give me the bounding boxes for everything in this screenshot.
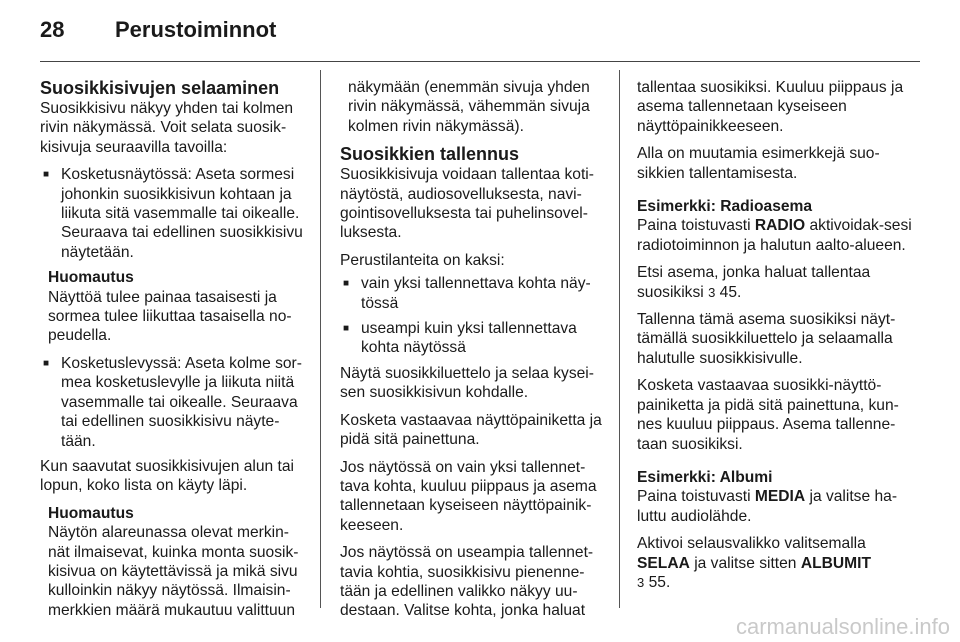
paragraph bbox=[637, 216, 913, 255]
button-name-media: MEDIA bbox=[754, 488, 806, 506]
list-item bbox=[340, 274, 608, 313]
column-divider bbox=[619, 70, 620, 608]
paragraph: Näytä suosikkiluettelo ja selaa kysei-sen suosikkisivun kohdalle. bbox=[340, 364, 594, 402]
section-heading: Suosikkien tallennus bbox=[340, 144, 520, 165]
column-divider bbox=[320, 70, 321, 608]
paragraph: näkymään (enemmän sivuja yhden rivin näkymässä, vähemmän sivuja kolmen rivin näkymässä). bbox=[348, 79, 590, 135]
paragraph: Tallenna tämä asema suosikiksi näyt-tämällä suosikkiluettelo ja selaamalla halutulle suosikkisivulle. bbox=[637, 311, 896, 367]
square-bullet-icon: ■ bbox=[43, 169, 50, 181]
paragraph: Jos näytössä on vain yksi tallennet-tava kohta, kuuluu piippaus ja asema tallennetaan kyseiseen näyttöpainik-keeseen. bbox=[340, 458, 597, 534]
reference-arrow-icon: 3 bbox=[637, 574, 645, 590]
paragraph: Alla on muutamia esimerkkejä suo-sikkien tallentamisesta. bbox=[637, 145, 880, 182]
paragraph: Aktivoi selausvalikko valitsemalla SELAA ja valitse sitten ALBUMIT 3 55. bbox=[637, 535, 871, 591]
square-bullet-icon: ■ bbox=[43, 357, 50, 369]
page-reference: 55 bbox=[648, 573, 666, 591]
list-item bbox=[340, 319, 608, 358]
paragraph: Kosketa vastaavaa näyttöpainiketta ja pidä sitä painettuna. bbox=[340, 411, 602, 449]
paragraph: Suosikkisivuja voidaan tallentaa koti-näytöstä, audiosovelluksesta, navi-gointisovelluksesta tai puhelinsovel-luksesta. bbox=[340, 166, 594, 242]
list-item-text: vain yksi tallennettava kohta näy-tössä bbox=[361, 275, 591, 312]
text-run: ja valitse ha-luttu audiolähde. bbox=[637, 488, 898, 525]
note-box bbox=[48, 504, 308, 620]
header-rule bbox=[40, 61, 920, 62]
example-heading: Esimerkki: Albumi bbox=[637, 468, 773, 486]
page-reference: 45 bbox=[719, 283, 737, 301]
list-item-text: useampi kuin yksi tallennettava kohta näytössä bbox=[361, 320, 577, 357]
square-bullet-icon: ■ bbox=[343, 323, 350, 335]
list-item-text: Kosketusnäytössä: Aseta sormesi johonkin suosikkisivun kohtaan ja liikuta sitä vasemmalle tai oikealle. Seuraava tai edellinen suosikkisivu näytetään. bbox=[61, 166, 303, 261]
page-title: Perustoiminnot bbox=[115, 17, 277, 42]
menu-name-selaa: SELAA bbox=[637, 554, 690, 572]
menu-name-albumit: ALBUMIT bbox=[800, 554, 871, 572]
paragraph: Perustilanteita on kaksi: bbox=[340, 251, 505, 269]
paragraph bbox=[637, 487, 913, 526]
note-title: Huomautus bbox=[48, 504, 134, 522]
reference-arrow-icon: 3 bbox=[708, 284, 716, 300]
text-run: Paina toistuvasti bbox=[637, 488, 755, 506]
column-2 bbox=[340, 78, 608, 629]
paragraph: Etsi asema, jonka haluat tallentaa suosikiksi 3 45. bbox=[637, 264, 871, 301]
note-box bbox=[48, 268, 308, 346]
square-bullet-icon: ■ bbox=[343, 278, 350, 290]
text-run: ja valitse sitten bbox=[689, 554, 801, 572]
page-header bbox=[40, 17, 277, 50]
list-item-text: Kosketuslevyssä: Aseta kolme sor-mea kosketuslevylle ja liikuta niitä vasemmalle tai oikealle. Seuraava tai edellinen suosikkisivu näyte-tään. bbox=[61, 354, 302, 450]
text-run: Aktivoi selausvalikko valitsemalla bbox=[637, 535, 866, 553]
page-number: 28 bbox=[40, 17, 65, 42]
watermark: carmanualsonline.info bbox=[735, 613, 950, 639]
column-1 bbox=[40, 78, 308, 628]
paragraph: Kun saavutat suosikkisivujen alun tai lopun, koko lista on käyty läpi. bbox=[40, 457, 294, 495]
text-run: Paina toistuvasti bbox=[637, 217, 755, 235]
paragraph: Kosketa vastaavaa suosikki-näyttö-painiketta ja pidä sitä painettuna, kun-nes kuuluu piippaus. Asema tallenne-taan suosikiksi. bbox=[637, 377, 899, 453]
note-text: Näytön alareunassa olevat merkin-nät ilmaisevat, kuinka monta suosik-kisivua on käytettävissä ja mikä sivu kulloinkin näkyy näytössä. Ilmaisin-merkkien määrä mukautuu valittuun bbox=[48, 524, 299, 619]
section-heading: Suosikkisivujen selaaminen bbox=[40, 78, 280, 98]
paragraph: Jos näytössä on useampia tallennet-tavia kohtia, suosikkisivu pienenne-tään ja edellinen valikko näkyy uu-destaan. Valitse kohta, jonka haluat bbox=[340, 544, 594, 620]
note-text: Näyttöä tulee painaa tasaisesti ja sormea tulee liikuttaa tasaisella no-peudella. bbox=[48, 288, 292, 345]
paragraph: tallentaa suosikiksi. Kuuluu piippaus ja asema tallennetaan kyseiseen näyttöpainikkeeseen. bbox=[637, 79, 904, 135]
list-item bbox=[40, 354, 308, 451]
text-run: Etsi asema, jonka haluat tallentaa suosikiksi bbox=[637, 264, 871, 301]
example-heading: Esimerkki: Radioasema bbox=[637, 198, 813, 216]
list-item bbox=[40, 165, 308, 262]
text-run: aktivoidak-sesi radiotoiminnon ja halutun aalto-alueen. bbox=[637, 217, 912, 254]
paragraph: Suosikkisivu näkyy yhden tai kolmen rivin näkymässä. Voit selata suosik-kisivuja seuraavilla tavoilla: bbox=[40, 100, 294, 156]
note-title: Huomautus bbox=[48, 269, 134, 287]
button-name-radio: RADIO bbox=[754, 217, 806, 235]
column-3 bbox=[637, 78, 913, 600]
